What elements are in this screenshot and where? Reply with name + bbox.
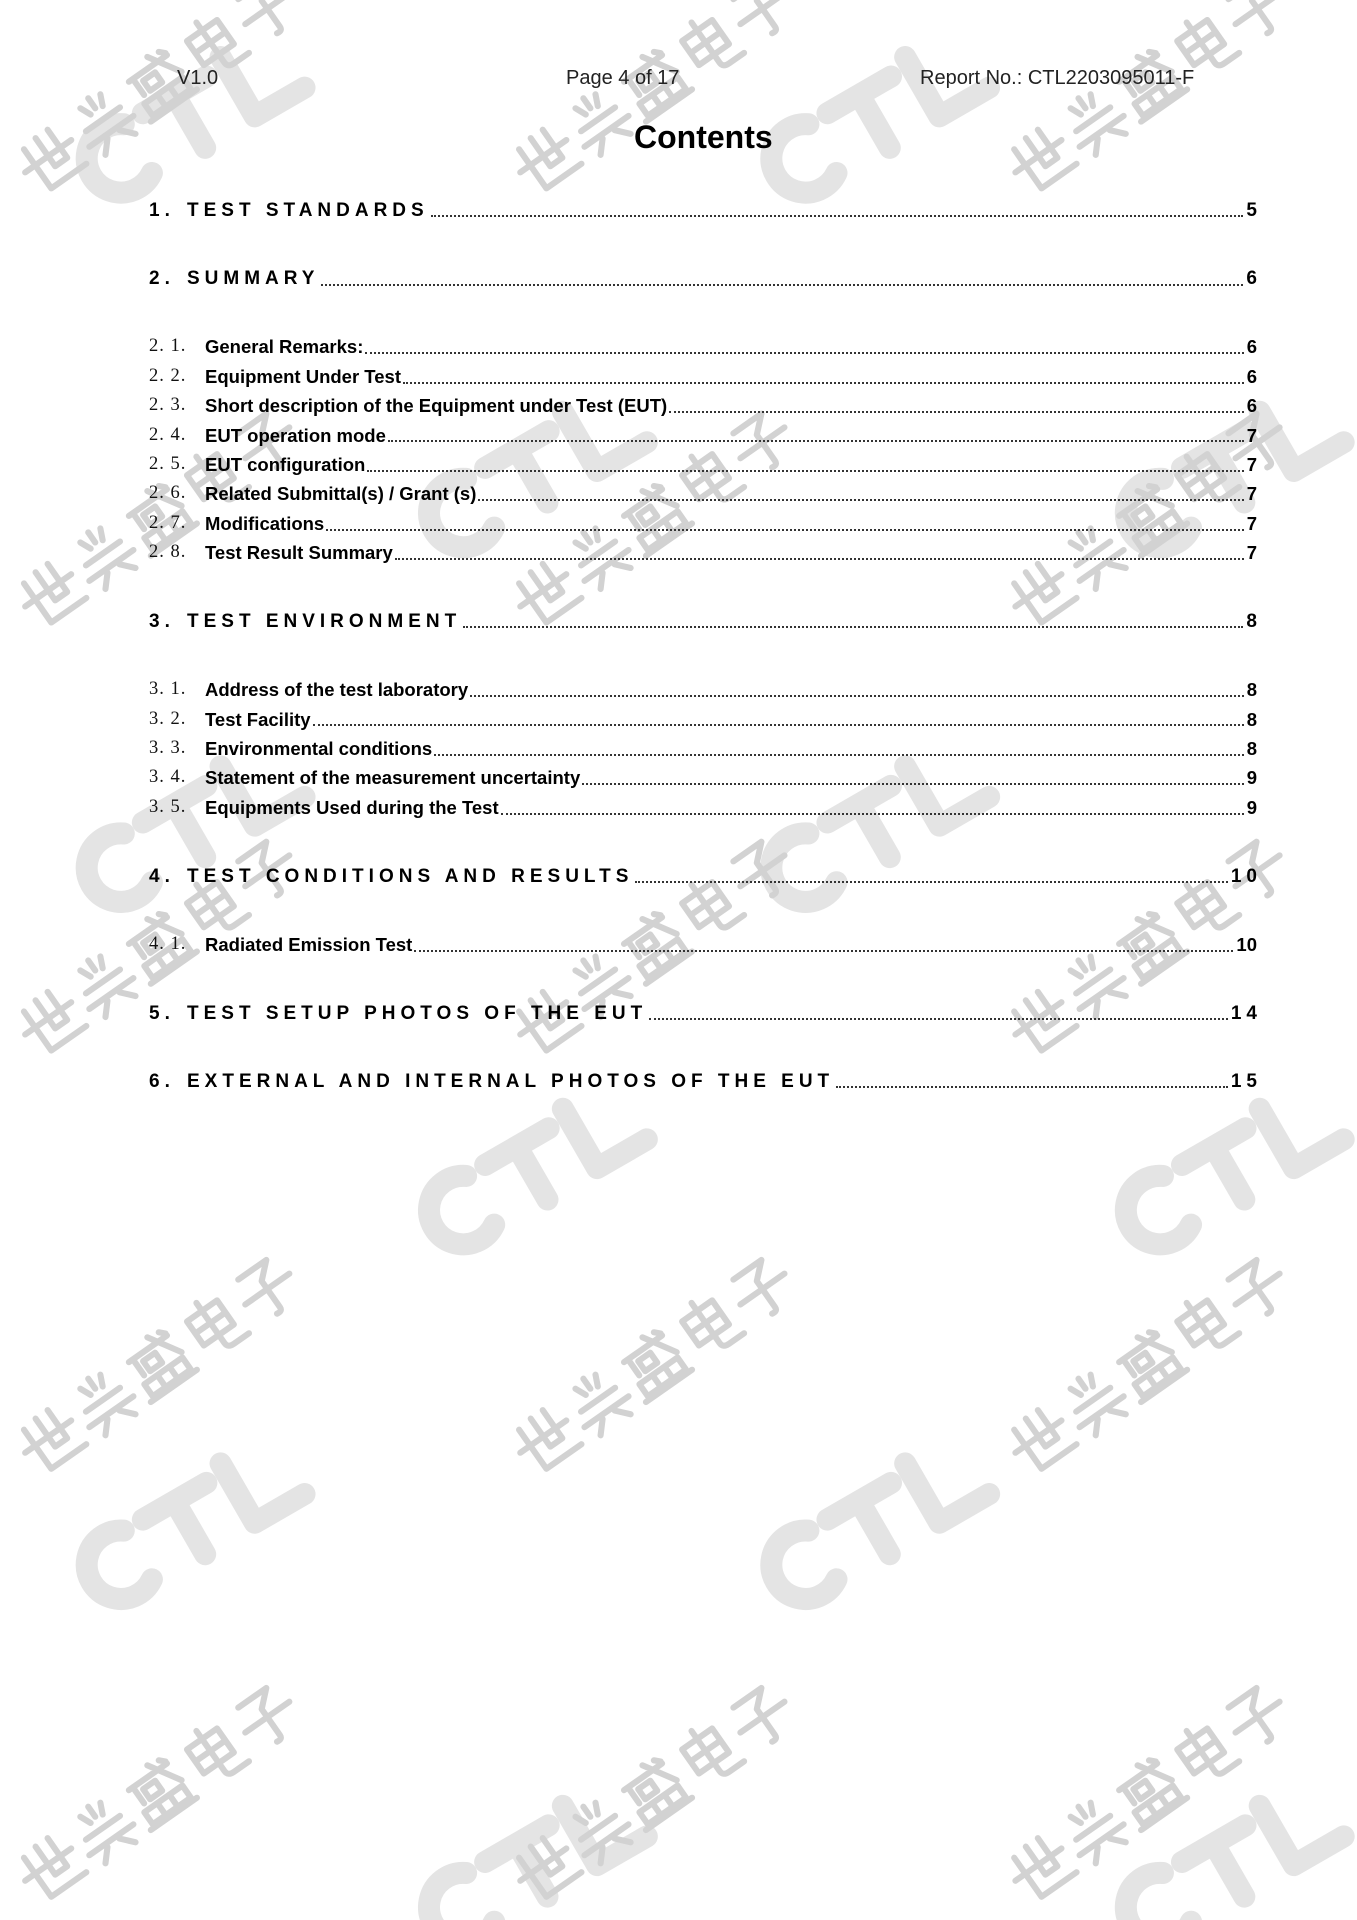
toc-page: 10 <box>1230 865 1262 887</box>
toc-leader <box>501 813 1244 815</box>
toc-number: 4. 1. <box>149 933 187 954</box>
toc-page: 10 <box>1236 933 1257 955</box>
toc-number: 2. <box>149 268 175 290</box>
toc-number: 1. <box>149 199 175 221</box>
toc-subsection <box>149 538 1257 567</box>
header-page-number: Page 4 of 17 <box>566 67 680 89</box>
toc-leader <box>470 695 1244 697</box>
toc-page: 7 <box>1246 453 1257 475</box>
toc-title: TEST SETUP PHOTOS OF THE EUT <box>187 1002 648 1024</box>
toc-title: Modifications <box>205 512 325 534</box>
toc-subsection <box>149 793 1257 822</box>
toc-number: 6. <box>149 1070 175 1092</box>
header-report-number: Report No.: CTL2203095011-F <box>920 67 1195 89</box>
toc-title: Equipments Used during the Test <box>205 796 499 818</box>
toc-subsection <box>149 705 1257 734</box>
toc-subsection <box>149 930 1257 959</box>
toc-subsection <box>149 450 1257 479</box>
toc-section <box>149 264 1262 293</box>
toc-subsection <box>149 332 1257 361</box>
toc-page: 7 <box>1246 512 1257 534</box>
toc-leader <box>313 724 1244 726</box>
toc-leader <box>414 950 1233 952</box>
toc-page: 8 <box>1246 679 1257 701</box>
toc-title: Address of the test laboratory <box>205 679 469 701</box>
toc-subsection <box>149 362 1257 391</box>
toc-number: 3. <box>149 610 175 632</box>
toc-number: 3. 1. <box>149 679 187 700</box>
toc-title: TEST CONDITIONS AND RESULTS <box>187 865 634 887</box>
toc-leader <box>431 215 1244 217</box>
toc-leader <box>326 529 1243 531</box>
toc-subsection <box>149 675 1257 704</box>
toc-title: Environmental conditions <box>205 737 433 759</box>
toc-number: 2. 3. <box>149 395 187 416</box>
toc-page: 8 <box>1246 737 1257 759</box>
toc-subsection <box>149 479 1257 508</box>
toc-page: 6 <box>1246 268 1262 290</box>
toc-title: EUT configuration <box>205 453 366 475</box>
toc-page: 5 <box>1246 199 1262 221</box>
toc-leader <box>582 783 1243 785</box>
toc-page: 14 <box>1230 1002 1262 1024</box>
toc-title: EXTERNAL AND INTERNAL PHOTOS OF THE EUT <box>187 1070 835 1092</box>
toc-leader <box>463 626 1243 628</box>
toc-leader <box>403 382 1244 384</box>
toc-section <box>149 1067 1262 1096</box>
toc-number: 2. 8. <box>149 542 187 563</box>
toc-leader <box>836 1086 1228 1088</box>
header-version: V1.0 <box>177 67 219 89</box>
toc-page: 6 <box>1246 336 1257 358</box>
toc-leader <box>649 1018 1228 1020</box>
toc-leader <box>478 499 1243 501</box>
toc-leader <box>635 881 1227 883</box>
toc-section <box>149 607 1262 636</box>
toc-number: 3. 5. <box>149 796 187 817</box>
toc-number: 2. 6. <box>149 483 187 504</box>
toc-number: 2. 4. <box>149 424 187 445</box>
toc-subsection <box>149 734 1257 763</box>
toc-title: Test Facility <box>205 708 311 730</box>
toc-title: SUMMARY <box>187 268 320 290</box>
toc-number: 3. 2. <box>149 708 187 729</box>
toc-page: 6 <box>1246 365 1257 387</box>
toc-page: 15 <box>1230 1070 1262 1092</box>
toc-title: Equipment Under Test <box>205 365 401 387</box>
toc-title: Statement of the measurement uncertainty <box>205 767 581 789</box>
toc-leader <box>321 284 1243 286</box>
toc-title: General Remarks: <box>205 336 364 358</box>
toc-subsection <box>149 763 1257 792</box>
toc-subsection-list <box>149 332 1257 567</box>
toc-number: 2. 1. <box>149 336 187 357</box>
toc-number: 2. 5. <box>149 453 187 474</box>
toc-leader <box>367 470 1243 472</box>
toc-page: 7 <box>1246 542 1257 564</box>
toc-subsection-list <box>149 930 1257 959</box>
toc-subsection <box>149 509 1257 538</box>
toc-section <box>149 196 1262 225</box>
toc-leader <box>395 558 1244 560</box>
toc-subsection <box>149 421 1257 450</box>
toc-title: EUT operation mode <box>205 424 386 446</box>
toc-title: TEST STANDARDS <box>187 199 429 221</box>
toc-number: 5. <box>149 1002 175 1024</box>
toc-number: 2. 7. <box>149 512 187 533</box>
toc-page: 8 <box>1246 708 1257 730</box>
toc-section <box>149 862 1262 891</box>
toc-number: 3. 3. <box>149 737 187 758</box>
toc-subsection <box>149 391 1257 420</box>
toc-title: TEST ENVIRONMENT <box>187 610 462 632</box>
page-title: Contents <box>634 119 773 155</box>
toc-title: Related Submittal(s) / Grant (s) <box>205 483 477 505</box>
toc-number: 4. <box>149 865 175 887</box>
toc-section <box>149 999 1262 1028</box>
toc-number: 3. 4. <box>149 767 187 788</box>
table-of-contents <box>149 196 1262 1135</box>
toc-title: Radiated Emission Test <box>205 933 413 955</box>
toc-page: 6 <box>1246 395 1257 417</box>
toc-leader <box>434 754 1244 756</box>
toc-page: 7 <box>1246 483 1257 505</box>
toc-page: 9 <box>1246 796 1257 818</box>
toc-page: 7 <box>1246 424 1257 446</box>
toc-title: Short description of the Equipment under Test (EUT) <box>205 395 668 417</box>
toc-leader <box>669 411 1244 413</box>
toc-page: 8 <box>1246 610 1262 632</box>
toc-leader <box>365 352 1243 354</box>
toc-page: 9 <box>1246 767 1257 789</box>
toc-subsection-list <box>149 675 1257 822</box>
toc-title: Test Result Summary <box>205 542 393 564</box>
toc-number: 2. 2. <box>149 365 187 386</box>
toc-leader <box>388 440 1244 442</box>
